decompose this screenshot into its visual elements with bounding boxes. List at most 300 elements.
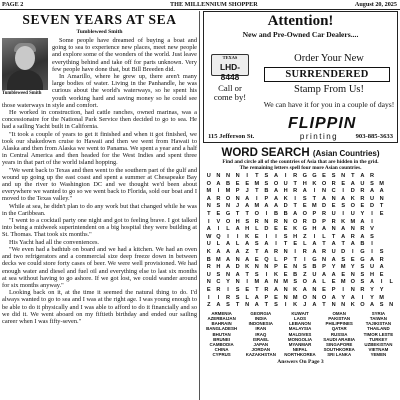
grid-letter: I <box>352 248 354 255</box>
grid-letter: U <box>206 173 211 179</box>
grid-letter: O <box>321 180 327 187</box>
grid-letter: M <box>216 256 221 263</box>
grid-letter: N <box>235 173 240 179</box>
grid-letter: J <box>236 203 240 210</box>
word-list-item: CYPRUS <box>212 352 231 358</box>
word-list-item: PHILIPPINES <box>325 321 353 327</box>
word-list-item: SAUDI ARABIA <box>323 336 356 342</box>
grid-letter: P <box>283 256 288 263</box>
grid-letter: O <box>293 218 298 225</box>
article-paragraph: "We went back to Texas and then went to the southern part of the gulf and wound up going up the east coast and spent a summer at Chesapeake Bay and up the river to Washington DC and we thought we'd been about everywhere we wanted to go so we went back to Florida, sold our boat and I moved to the Texas valley." <box>2 166 197 203</box>
grid-letter: K <box>273 271 279 278</box>
grid-letter: N <box>331 226 336 233</box>
grid-letter: R <box>321 210 327 217</box>
grid-letter: A <box>379 264 384 271</box>
ws-instruction-2: The remaining letters spell four more Asian countries. <box>239 165 362 171</box>
ad-call-text: Call or come by! <box>213 83 247 102</box>
grid-letter: N <box>264 264 269 271</box>
grid-letter: I <box>227 286 229 293</box>
grid-letter: M <box>379 294 384 301</box>
word-list-item: TAJIKISTAN <box>365 321 391 327</box>
grid-letter: N <box>273 279 279 286</box>
grid-letter: K <box>350 302 355 309</box>
word-search-title <box>202 147 399 159</box>
grid-letter: L <box>216 241 221 248</box>
grid-letter: A <box>273 173 279 179</box>
grid-letter: K <box>293 286 298 293</box>
word-list-item: IRAQ <box>255 331 267 337</box>
grid-letter: I <box>256 195 258 202</box>
grid-letter: N <box>225 271 231 278</box>
grid-letter: L <box>274 256 278 263</box>
grid-letter: U <box>283 180 288 187</box>
word-list-item: LEBANON <box>289 321 311 327</box>
ad-order: Order Your New <box>294 53 364 64</box>
grid-letter: T <box>322 241 326 248</box>
word-list-item: NEPAL <box>292 347 308 353</box>
grid-letter: G <box>360 256 365 263</box>
grid-letter: B <box>360 241 365 248</box>
grid-letter: L <box>322 233 326 240</box>
grid-letter: A <box>369 256 375 263</box>
grid-letter <box>386 272 396 280</box>
grid-letter: T <box>264 302 269 309</box>
grid-letter: R <box>254 218 259 225</box>
grid-letter: V <box>216 218 221 225</box>
grid-letter: S <box>360 279 365 286</box>
grid-letter: A <box>225 264 231 271</box>
grid-letter: T <box>283 241 288 248</box>
article-paragraph: He worked in construction, had cattle ranches, owned marinas, was a concessionaire for the National Park Service then decided to go to sea. He had a sailing Yacht built in California. <box>2 109 197 131</box>
grid-letter: A <box>216 248 221 255</box>
grid-letter: C <box>331 188 336 195</box>
grid-letter <box>386 226 396 234</box>
article-paragraph: Some people have dreamed of buying a boat and going to sea to experience new places, meet new people and explore some of the wonders of the world. Just leave everything behind and take off for parts unknown. Very few people have done that, but Bill Breeden did. <box>52 37 197 73</box>
grid-letter: S <box>245 218 250 225</box>
grid-letter: A <box>245 195 250 202</box>
word-list-item: MALDIVES <box>288 331 312 337</box>
grid-letter: I <box>371 218 373 225</box>
grid-letter <box>386 241 396 249</box>
grid-letter: D <box>350 188 355 195</box>
grid-letter: E <box>331 203 336 210</box>
grid-letter: A <box>321 195 327 202</box>
grid-letter: O <box>302 294 307 301</box>
grid-letter: A <box>369 302 375 309</box>
grid-letter: A <box>331 256 336 263</box>
grid-letter: I <box>304 256 306 263</box>
grid-letter: N <box>321 256 327 263</box>
answers-note: Answers On Page 3 <box>277 358 324 365</box>
grid-letter: S <box>331 173 336 179</box>
grid-letter: O <box>302 210 307 217</box>
grid-letter: I <box>313 233 316 240</box>
grid-letter: I <box>294 248 296 255</box>
grid-letter: E <box>302 203 307 210</box>
grid-letter: A <box>302 188 307 195</box>
grid-letter: A <box>254 294 259 301</box>
grid-letter: N <box>245 302 250 309</box>
grid-letter: I <box>371 210 373 217</box>
grid-letter: A <box>312 302 317 309</box>
grid-letter: K <box>293 302 298 309</box>
grid-letter: T <box>379 203 384 210</box>
grid-letter: B <box>293 271 298 278</box>
article-column <box>2 11 197 400</box>
word-list-item: THAILAND <box>367 326 390 332</box>
grid-letter: S <box>302 264 307 271</box>
grid-letter: Y <box>226 279 230 286</box>
grid-letter: A <box>273 188 279 195</box>
grid-letter: N <box>254 264 259 271</box>
grid-letter: T <box>341 241 345 248</box>
grid-letter: I <box>265 271 268 278</box>
grid-letter: H <box>293 233 298 240</box>
article-paragraph: In Amarillo, where he grew up, there aren't many large bodies of water. Living in the Panhandle, he was curious about the world's waterways, so he spent his youth working hard and saving money so he could see those waterways in style and comfort. <box>2 73 197 109</box>
grid-letter: Y <box>370 294 374 301</box>
grid-letter: K <box>293 226 298 233</box>
grid-letter: D <box>312 218 317 225</box>
grid-letter: W <box>206 233 212 240</box>
article-paragraph: His Yacht had all the conveniences. <box>9 238 100 246</box>
grid-letter: A <box>331 271 336 278</box>
grid-letter: K <box>245 264 250 271</box>
grid-letter: R <box>379 256 384 263</box>
grid-letter: M <box>340 264 346 271</box>
grid-letter: U <box>206 241 211 248</box>
issue-date: August 20, 2025 <box>354 1 397 8</box>
grid-letter: R <box>302 218 307 225</box>
grid-letter: P <box>264 294 269 301</box>
grid-letter: N <box>350 271 355 278</box>
grid-letter <box>386 234 396 242</box>
grid-letter: N <box>331 302 336 309</box>
word-list-item: JAPAN <box>253 341 269 347</box>
grid-letter: E <box>245 286 250 293</box>
grid-letter: U <box>360 180 365 187</box>
grid-letter: A <box>273 195 279 202</box>
grid-letter: A <box>225 256 231 263</box>
grid-letter: A <box>245 203 250 210</box>
grid-letter: S <box>264 180 269 187</box>
grid-letter: A <box>235 271 240 278</box>
grid-letter: Z <box>245 248 249 255</box>
grid-letter: I <box>217 226 220 233</box>
word-list-item: JORDAN <box>251 347 271 353</box>
grid-letter: I <box>217 188 220 195</box>
grid-letter: T <box>255 173 259 179</box>
grid-letter: V <box>370 226 374 233</box>
grid-letter: L <box>245 294 249 301</box>
grid-letter: U <box>350 210 355 217</box>
grid-letter: I <box>208 218 210 225</box>
word-list-item: PAKISTAN <box>328 315 351 321</box>
grid-letter: R <box>350 233 355 240</box>
grid-letter: A <box>341 233 346 240</box>
grid-letter: I <box>227 233 229 240</box>
grid-letter <box>386 203 396 211</box>
grid-letter: K <box>206 248 211 255</box>
grid-letter: A <box>379 188 384 195</box>
grid-letter: N <box>341 173 346 179</box>
grid-letter: Y <box>350 264 355 271</box>
grid-letter: P <box>274 264 278 271</box>
grid-letter: H <box>245 226 250 233</box>
grid-letter: L <box>389 279 393 286</box>
grid-letter: U <box>312 271 317 278</box>
grid-letter: B <box>225 180 231 187</box>
grid-letter: S <box>370 233 374 240</box>
word-list-item: ISRAEL <box>252 336 269 342</box>
word-list-item: GEORGIA <box>250 310 272 316</box>
grid-letter: L <box>226 226 230 233</box>
article-paragraph: "We even had a bathtub on board and we had a kitchen. We had an oven and two refrigerators and a commercial size deep freeze down in between decks we could store forty cases of beer. We were well provisioned. We had enough water and diesel and fuel oil and everything else to last six months at sea without having to go ashore. If we got lost, we could wander around for six months anyway." <box>2 245 197 289</box>
word-list-item: INDONESIA <box>248 321 273 327</box>
grid-letter: E <box>235 180 240 187</box>
grid-letter: Y <box>379 286 384 293</box>
grid-letter: B <box>312 264 317 271</box>
grid-letter: S <box>254 271 259 278</box>
grid-letter: U <box>369 264 375 271</box>
grid-letter: N <box>235 256 240 263</box>
word-list-item: CAMBODIA <box>209 341 234 347</box>
grid-letter <box>386 295 396 303</box>
grid-letter: R <box>273 218 279 225</box>
grid-letter: T <box>293 256 297 263</box>
grid-letter: R <box>331 218 336 225</box>
grid-letter: E <box>283 226 288 233</box>
grid-letter: M <box>254 180 260 187</box>
grid-letter: S <box>216 271 221 278</box>
grid-letter: N <box>293 264 298 271</box>
grid-letter: A <box>225 241 231 248</box>
ad-address: 115 Jefferson St. <box>208 133 255 140</box>
grid-letter: N <box>283 294 288 301</box>
grid-letter: M <box>225 188 231 195</box>
grid-letter: T <box>235 210 240 217</box>
word-list-item: SOUTHKOREA <box>323 347 355 353</box>
word-list-item: AZERBAIJAN <box>207 315 236 321</box>
grid-letter: R <box>360 188 365 195</box>
grid-letter: G <box>312 256 317 263</box>
grid-letter: D <box>283 203 288 210</box>
grid-letter: S <box>360 271 365 278</box>
grid-letter: P <box>322 264 326 271</box>
grid-letter: M <box>254 279 260 286</box>
grid-letter: A <box>312 248 317 255</box>
grid-letter: E <box>322 286 326 293</box>
grid-letter: R <box>216 195 221 202</box>
grid-letter: N <box>331 195 336 202</box>
grid-letter: A <box>360 218 365 225</box>
grid-letter <box>386 173 396 181</box>
grid-letter: R <box>331 180 336 187</box>
photo-caption: Tumbleweed Smith <box>2 91 42 96</box>
grid-letter: R <box>360 286 365 293</box>
grid-letter <box>386 211 396 219</box>
grid-letter: I <box>284 173 287 179</box>
grid-letter: T <box>293 180 297 187</box>
article-byline: Tumbleweed Smith <box>76 29 123 35</box>
word-list-item: BHUTAN <box>212 331 231 337</box>
ad-attention: Attention! <box>267 13 334 29</box>
grid-letter: L <box>235 241 240 248</box>
logo-bottom: printing <box>299 132 339 141</box>
word-list-item: IRAN <box>255 326 267 332</box>
grid-letter: R <box>302 248 307 255</box>
grid-letter: I <box>284 302 287 309</box>
word-list-item: BRUNEI <box>213 336 231 342</box>
grid-letter: I <box>236 233 239 240</box>
grid-letter: S <box>283 233 288 240</box>
article-paragraph: Looking back on it, at the time it seemed the natural thing to do. I'd always wanted to go to sea and I was at the right age. I was young enough to be able to do it physically and I was able to afford to do it financially and so we did it. We went aboard on my fiftieth birthday and ended our sailing career when I was fifty-seven." <box>2 289 197 325</box>
grid-letter: L <box>255 226 259 233</box>
grid-letter: Z <box>303 271 307 278</box>
grid-letter: E <box>331 279 336 286</box>
grid-letter: E <box>274 294 278 301</box>
grid-letter: P <box>235 188 240 195</box>
grid-letter: T <box>322 302 326 309</box>
grid-letter: D <box>264 226 269 233</box>
grid-letter: S <box>341 256 346 263</box>
article-title: SEVEN YEARS AT SEA <box>22 12 177 27</box>
grid-letter: A <box>312 241 317 248</box>
grid-letter: R <box>225 294 231 301</box>
grid-letter <box>377 173 387 181</box>
grid-letter: S <box>360 264 365 271</box>
grid-letter: N <box>350 226 355 233</box>
grid-letter: G <box>302 173 307 179</box>
grid-letter: H <box>312 226 317 233</box>
grid-letter: P <box>264 195 269 202</box>
grid-letter: A <box>293 210 298 217</box>
grid-letter: T <box>255 286 259 293</box>
grid-letter: M <box>254 203 260 210</box>
page-number: PAGE 2 <box>2 1 24 8</box>
grid-letter: K <box>341 218 346 225</box>
grid-letter: O <box>206 180 211 187</box>
license-plate-icon <box>211 54 249 82</box>
grid-letter: E <box>274 226 278 233</box>
grid-letter: S <box>226 302 230 309</box>
grid-letter <box>386 287 396 295</box>
ad-replace: We can have it for you in a couple of days! <box>263 100 395 109</box>
grid-letter: D <box>235 264 240 271</box>
word-list-item: YEMEN <box>370 352 387 358</box>
grid-letter: U <box>206 271 211 278</box>
grid-letter: N <box>283 218 288 225</box>
grid-letter: N <box>206 279 211 286</box>
grid-letter: E <box>245 180 250 187</box>
grid-letter: A <box>321 271 327 278</box>
grid-letter: T <box>235 302 240 309</box>
grid-letter: Q <box>264 256 269 263</box>
grid-letter: A <box>245 241 250 248</box>
grid-letter: A <box>264 241 269 248</box>
grid-letter: E <box>379 210 384 217</box>
grid-letter: I <box>380 279 383 286</box>
grid-letter: A <box>216 180 221 187</box>
ws-instruction-1: Find and circle all of the countries of Asia that are hidden in the grid. <box>222 159 379 165</box>
word-list-item: MALAYSIA <box>288 326 312 332</box>
grid-letter: Y <box>360 210 365 217</box>
grid-letter: S <box>235 294 240 301</box>
grid-letter: A <box>216 302 221 309</box>
grid-letter: N <box>264 218 269 225</box>
grid-letter: O <box>350 279 355 286</box>
grid-letter: M <box>206 188 212 195</box>
grid-letter: E <box>322 173 326 179</box>
grid-letter: O <box>302 279 307 286</box>
grid-letter: A <box>341 226 346 233</box>
grid-letter: H <box>216 264 221 271</box>
grid-letter <box>386 249 396 257</box>
grid-letter: O <box>360 302 365 309</box>
grid-letter: S <box>274 302 278 309</box>
grid-letter: A <box>235 226 240 233</box>
grid-letter: U <box>331 210 336 217</box>
grid-letter: B <box>206 256 211 263</box>
grid-letter: S <box>293 279 298 286</box>
grid-letter: L <box>303 241 307 248</box>
grid-letter: A <box>245 256 250 263</box>
grid-letter: A <box>331 241 336 248</box>
grid-letter: R <box>206 264 211 271</box>
word-list-item: SRI LANKA <box>327 352 352 358</box>
grid-letter: A <box>302 286 307 293</box>
article-paragraph: While at sea, he didn't plan to do any work but that changed while he was in the Caribbean. <box>2 202 197 217</box>
grid-letter: R <box>360 226 365 233</box>
grid-letter <box>386 219 396 227</box>
grid-letter: E <box>341 271 346 278</box>
author-photo-block <box>2 38 48 96</box>
publication-name: THE MILLENNIUM SHOPPER <box>170 1 258 8</box>
word-list-item: OMAN <box>332 310 346 316</box>
grid-letter: N <box>341 302 346 309</box>
grid-letter: N <box>321 188 327 195</box>
grid-letter: E <box>379 271 384 278</box>
article-paragraph: "I went to a cocktail party one night and got to feeling brave. I got talked into being a midweek superintendent on a big hospital they were building at St. Thomas. That took six months." <box>2 217 197 239</box>
grid-letter: R <box>321 248 327 255</box>
grid-letter <box>386 196 396 204</box>
grid-letter: J <box>245 188 249 195</box>
word-search-puzzle <box>202 147 399 400</box>
grid-letter: E <box>283 264 288 271</box>
grid-letter: N <box>350 286 355 293</box>
grid-letter: D <box>341 248 346 255</box>
grid-letter: O <box>273 180 279 187</box>
grid-letter: P <box>312 210 317 217</box>
grid-letter: T <box>255 248 259 255</box>
grid-letter: I <box>217 294 220 301</box>
grid-letter: E <box>206 286 211 293</box>
grid-letter: H <box>302 180 307 187</box>
grid-letter: P <box>322 218 326 225</box>
grid-letter: T <box>255 188 259 195</box>
grid-letter: Q <box>216 233 221 240</box>
ws-title-sub: (Asian Countries) <box>312 149 380 158</box>
grid-letter: M <box>312 203 317 210</box>
grid-letter: M <box>379 180 384 187</box>
grid-letter: G <box>360 248 365 255</box>
grid-letter: I <box>294 195 296 202</box>
grid-letter <box>386 181 396 189</box>
grid-letter: N <box>312 286 317 293</box>
ad-surrendered: SURRENDERED <box>264 67 390 82</box>
logo-top: FLIPPIN <box>288 115 357 132</box>
grid-letter: R <box>216 286 221 293</box>
grid-letter: E <box>283 271 288 278</box>
